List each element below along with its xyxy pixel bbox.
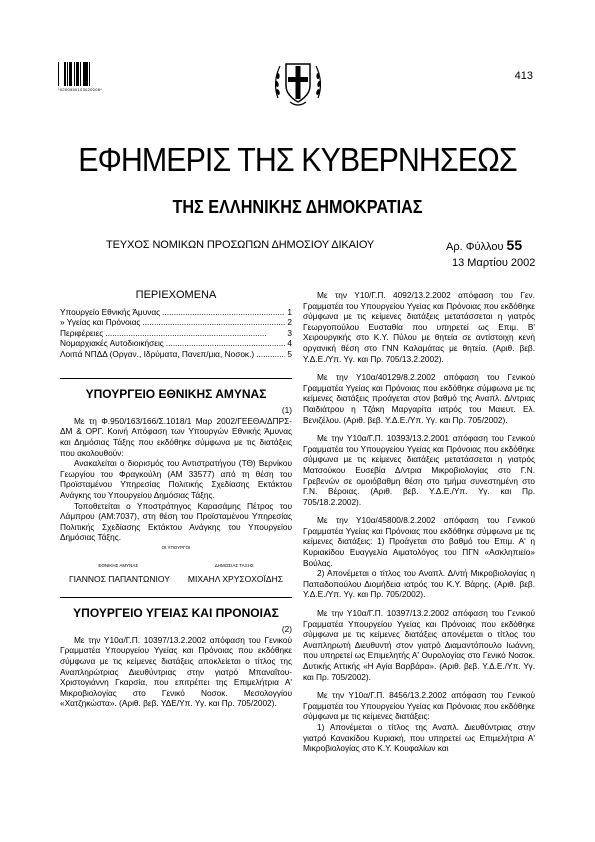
barcode-number: *0200550103020008*: [58, 87, 103, 92]
toc-label: » Υγείας και Πρόνοιας: [60, 317, 141, 328]
paragraph: Με την Υ10α/Γ.Π. 8456/13.2.2002 απόφαση του Γενικού Γραμματέα του Υπουργείου Υγείας και Πρόνοιας που εκδόθηκε σύμφωνα με τις κείμενες διατάξεις:: [303, 690, 535, 722]
issue-type: ΤΕΥΧΟΣ ΝΟΜΙΚΩΝ ΠΡΟΣΩΠΩΝ ΔΗΜΟΣΙΟΥ ΔΙΚΑΙΟΥ: [106, 239, 375, 251]
gazette-subtitle: ΤΗΣ ΕΛΛΗΝΙΚΗΣ ΔΗΜΟΚΡΑΤΙΑΣ: [172, 197, 423, 217]
paragraph: Τοποθετείται ο Υποστράτηγος Καρασάμης Πέτρος του Λάμπρου (ΑΜ:7037), στη θέση του Προϊσταμένου Υπηρεσίας Πολιτικής Σχεδίασης Εκτάκτου Ανάγκης του Υπουργείου Δημόσιας Τάξης.: [60, 500, 292, 543]
barcode-bar: [90, 62, 91, 86]
signature-name: ΓΙΑΝΝΟΣ ΠΑΠΑΝΤΩΝΙΟΥ: [69, 574, 170, 585]
toc-row: [60, 328, 292, 339]
toc-row: [60, 349, 292, 360]
decision-number: (1): [281, 405, 292, 416]
toc-label: Υπουργείο Εθνικής Άμυνας: [60, 306, 161, 317]
paragraph: Με τη Φ.950/163/166/Σ.1018/1 Μαρ 2002/ΓΕΕΘΑ/ΔΠΡΣ-ΔΜ & ΟΡΓ. Κοινή Απόφαση των Υπουργών Εθνικής Άμυνας και Δημόσιας Τάξης που εκδόθηκε σύμφωνα με τις διατάξεις που ακολουθούν:: [60, 415, 292, 458]
section-heading: ΥΠΟΥΡΓΕΙΟ ΕΘΝΙΚΗΣ ΑΜΥΝΑΣ: [60, 378, 292, 400]
section-heading: ΥΠΟΥΡΓΕΙΟ ΥΓΕΙΑΣ ΚΑΙ ΠΡΟΝΟΙΑΣ: [60, 597, 292, 619]
divider: [60, 378, 292, 379]
barcode: [58, 62, 120, 86]
table-of-contents: [60, 307, 292, 360]
decision-number: (2): [281, 624, 292, 635]
paragraph: Με την Υ10/Γ.Π. 4092/13.2.2002 απόφαση του Γεν. Γραμματέα του Υπουργείου Υγείας και Πρόνοιας που εκδόθηκε σύμφωνα με τις κείμενες διατάξεις μετατάσσεται η γιατρός Γεωργοπούλου Ευσταθία που υπηρετεί ως Επιμ. Β' Χειρουργικής στο Κ.Υ. Πύλου με θητεία σε αντίστοιχη κενή οργανική θέση στο ΓΝΝ Καλαμάτας με θητεία. (Αριθ. βεβ. Υ.Δ.Ε./Υπ. Υγ. και Πρ. 705/13.2.2002).: [303, 290, 535, 364]
issue-date: 13 Μαρτίου 2002: [452, 257, 536, 269]
page-number: 413: [514, 70, 533, 82]
paragraph: Με την Υ10α/45800/8.2.2002 απόφαση του Γενικού Γραμματέα Υγείας και Πρόνοιας που εκδόθηκε σύμφωνα με τις κείμενες διατάξεις: 1) Προάγεται στο βαθμό του Επιμ. Α' η Κυριακίδου Ευαγγελία Αιματολόγος του ΠΓΝ «Ασκληπιείο» Βούλας.: [303, 515, 535, 568]
toc-row: [60, 317, 292, 328]
toc-page: 2: [287, 317, 292, 328]
toc-page: 1: [287, 306, 292, 317]
toc-leader: [162, 307, 285, 318]
toc-leader: [166, 338, 286, 349]
paragraph: 2) Απονέμεται ο τίτλος του Αναπλ. Δ/ντή Μικροβιολογίας η Παπαδοπούλου Διομήδεια ιατρός του Κ.Υ. Βάρης. (Αριθ. βεβ. Υ.Δ.Ε./Υπ. Υγ. και Πρ. 705/2002).: [303, 568, 535, 600]
toc-row: [60, 307, 292, 318]
right-column: [303, 290, 535, 754]
divider: [60, 597, 292, 598]
toc-leader: [256, 349, 285, 360]
paragraph: Με την Υ10α/Γ.Π. 10397/13.2.2002 απόφαση του Γενικού Γραμματέα Υπουργείου Υγείας και Πρόνοιας που εκδόθηκε σύμφωνα με τις κείμενες διατάξεις αποκλείεται ο τίτλος της Αναπληρώτριας Διευθύντριας στην γιατρό Μπαναΐτου-Χριστογιάννη Γκαρσία, που επιτρέπει της Επιμελήτρια Α' Μικροβιολογίας στο Γενικό Νοσοκ. Μεσολογγίου «Χατζηκώστα». (Αριθ. βεβ. ΥΔΕ/Υπ. Υγ. και Πρ. 705/2002).: [60, 634, 292, 709]
toc-label: Λοιπά ΝΠΔΔ (Οργαν., Ιδρύματα, Πανεπ/μια, Νοσοκ.): [60, 348, 255, 359]
coat-of-arms-emblem: [272, 58, 324, 110]
toc-leader: [105, 328, 285, 339]
toc-heading: ΠΕΡΙΕΧΟΜΕΝΑ: [135, 289, 217, 301]
toc-leader: [142, 317, 285, 328]
signature-name: ΜΙΧΑΗΛ ΧΡΥΣΟΧΟΪΔΗΣ: [187, 574, 283, 585]
paragraph: Με την Υ10α/Γ.Π. 10397/13.2.2002 απόφαση του Γενικού Γραμματέα Υπουργείου Υγείας και Πρόνοιας που εκδόθηκε σύμφωνα με τις κείμενες διατάξεις απονέμεται ο τίτλος του Αναπληρωτή Διευθυντή στον γιατρό Διαμαντόπουλο Ιωάννη, που υπηρετεί ως Επιμελητής Α' Ουρολογίας στο Γενικό Νοσοκ. Δυτικής Αττικής «Η Αγία Βαρβάρα». (Αριθ. βεβ. Υ.Δ.Ε./Υπ. Υγ. και Πρ. 705/2002).: [303, 608, 535, 682]
toc-page: 5: [287, 348, 292, 359]
toc-page: 3: [287, 327, 292, 338]
toc-label: Περιφέρειες: [60, 327, 104, 338]
signature-header: ΟΙ ΥΠΟΥΡΓΟΙ: [161, 544, 191, 550]
signature-role: ΔΗΜΟΣΙΑΣ ΤΑΞΗΣ: [214, 563, 254, 569]
signature-role: ΕΘΝΙΚΗΣ ΑΜΥΝΑΣ: [98, 563, 139, 569]
paragraph: 1) Απονέμεται ο τίτλος της Αναπλ. Διευθύντριας στην γιατρό Κανακίδου Κυριακή, που υπηρετεί ως Επιμελήτρια Α' Μικροβιολογίας στο Κ.Υ. Κουφαλίων και: [303, 721, 535, 754]
gazette-title: ΕΦΗΜΕΡΙΣ ΤΗΣ ΚΥΒΕΡΝΗΣΕΩΣ: [78, 141, 517, 178]
left-column: [60, 290, 292, 709]
toc-row: [60, 338, 292, 349]
toc-label: Νομαρχιακές Αυτοδιοικήσεις: [60, 338, 164, 349]
signature-names: [60, 574, 292, 585]
sheet-number: Αρ. Φύλλου 55: [446, 237, 523, 253]
signature-roles: [60, 561, 292, 572]
paragraph: Ανακαλείται ο διορισμός του Αντιστρατήγου (ΤΘ) Βερνίκου Γεωργίου του Φραγκούλη (ΑΜ 33577) από τη θέση του Προϊσταμένου Υπηρεσίας Πολιτικής Σχεδίασης Εκτάκτου Ανάγκης του Υπουργείου Δημόσιας Τάξης.: [60, 458, 292, 500]
paragraph: Με την Υ10α/40129/8.2.2002 απόφαση του Γενικού Γραμματέα Υγείας και Πρόνοιας που εκδόθηκε σύμφωνα με τις κείμενες διατάξεις προάγεται στον βαθμό της Αναπλ. Δ/ντριας Παιδιάτρου η Τζάκη Μαργαρίτα ιατρός του Μαιευτ. Ελ. Βενιζέλου. (Αριθ. βεβ. Υ.Δ.Ε./Υπ. Υγ. και Πρ. 705/2002).: [303, 372, 535, 425]
paragraph: Με την Υ10α/Γ.Π. 10393/13.2.2001 απόφαση του Γενικού Γραμματέα του Υπουργείου Υγείας και Πρόνοιας που εκδόθηκε σύμφωνα με τις κείμενες διατάξεις μετατάσσεται η γιατρός Ματσούκου Ευσεβία Δ/ντρια Μικροβιολογίας στο Γ.Ν. Γρεβενών σε ομοιόβαθμη θέση στο τμήμα συνεστημένη στο Γ.Ν. Βέροιας. (Αριθ. βεβ. Υ.Δ.Ε./Υπ. Υγ. και Πρ. 705/18.2.2002).: [303, 433, 535, 507]
toc-page: 4: [287, 338, 292, 349]
